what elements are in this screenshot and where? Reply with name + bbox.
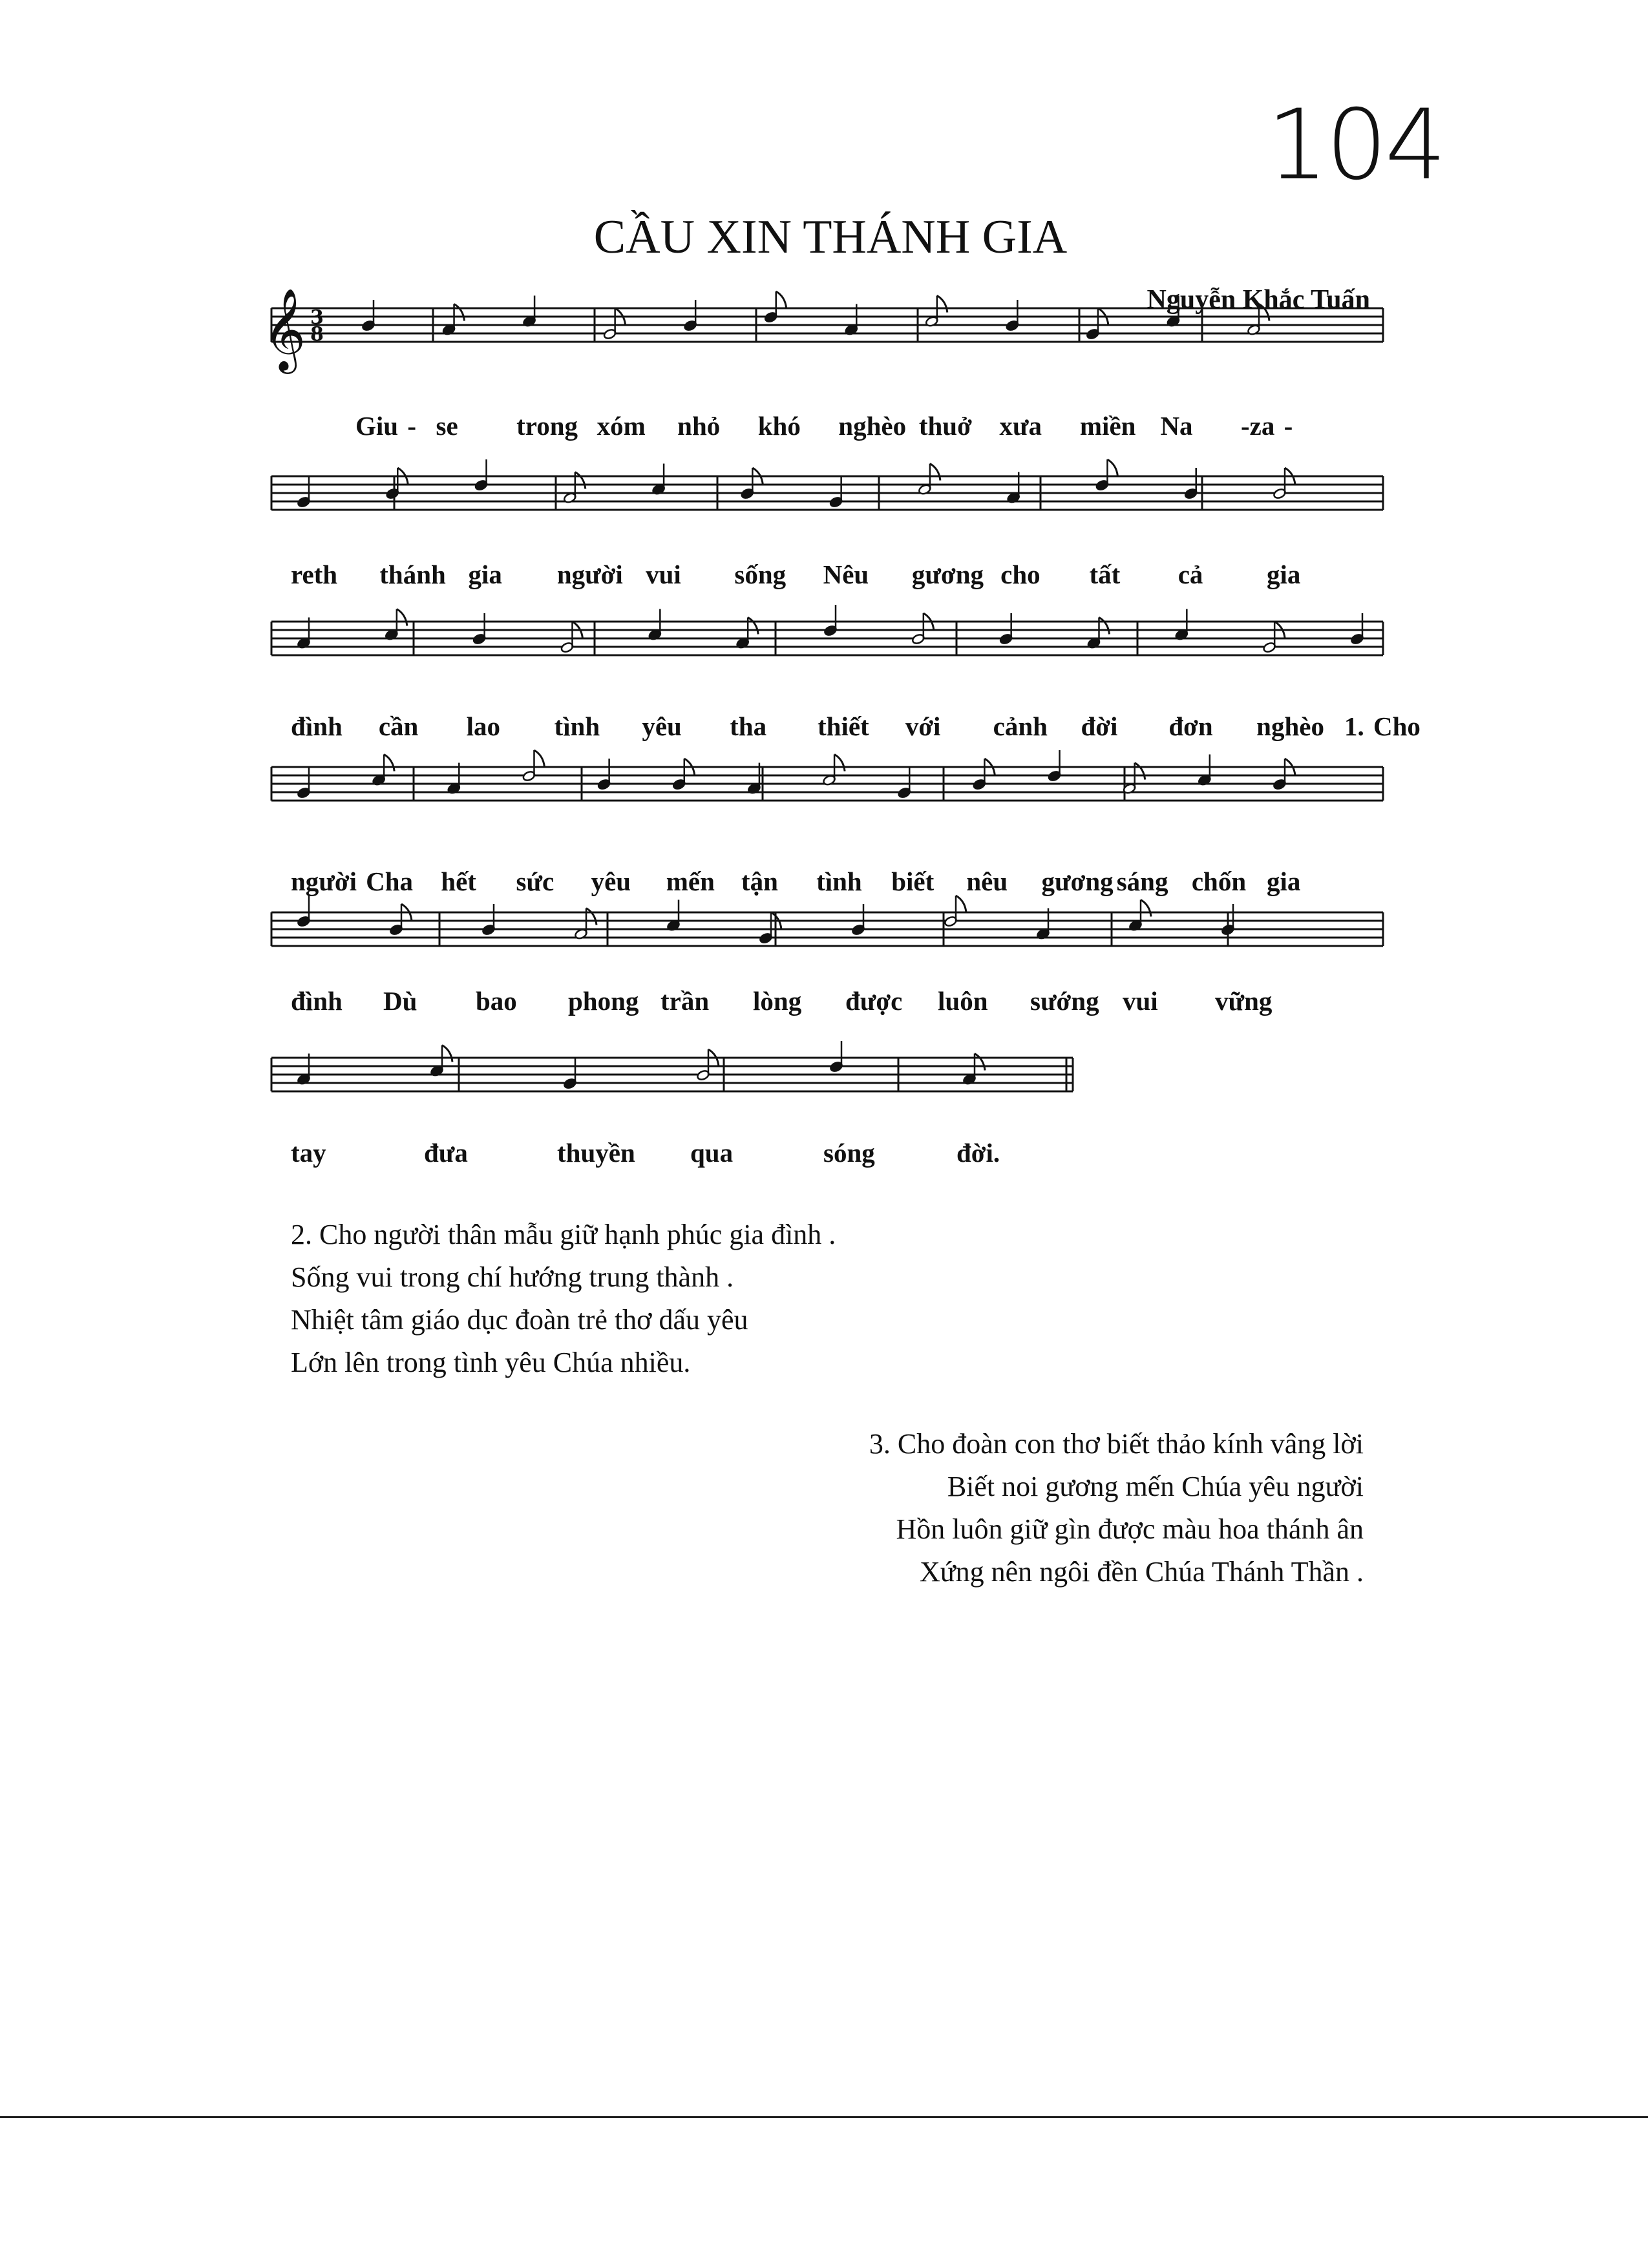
staff-system [264, 288, 1383, 370]
lyric-syllable: gia [1267, 866, 1301, 896]
verse-line: Xứng nên ngôi đền Chúa Thánh Thần . [919, 1556, 1364, 1588]
staff-svg [271, 468, 1383, 533]
bottom-rule [0, 2116, 1648, 2118]
note-flag [442, 1045, 452, 1062]
lyric-syllable: thuyền [557, 1138, 635, 1168]
lyric-syllable: phong [568, 986, 639, 1016]
lyric-syllable: sức [516, 866, 555, 896]
lyric-syllable: cần [378, 711, 419, 741]
lyric-syllable: trần [660, 986, 710, 1016]
lyric-syllable: đời [1081, 711, 1118, 741]
lyric-syllable: luôn [938, 986, 988, 1016]
note-flag [454, 304, 465, 321]
lyric-syllable: tất [1089, 560, 1121, 589]
lyric-syllable: xưa [999, 411, 1042, 441]
note-flag [1259, 304, 1269, 321]
lyric-syllable: chốn [1191, 866, 1247, 896]
lyric-syllable: 1. Cho [1344, 711, 1421, 741]
staff-system [271, 468, 1383, 533]
note-flag [1135, 763, 1145, 780]
lyric-syllable: tay [291, 1138, 326, 1168]
staff-svg [264, 288, 1383, 370]
verse-line: 3. Cho đoàn con thơ biết thảo kính vâng lời [869, 1428, 1364, 1460]
lyric-syllable: nhỏ [677, 411, 721, 441]
staff-system [271, 759, 1383, 824]
treble-clef-icon: 𝄞 [264, 288, 306, 370]
lyric-syllable: nêu [966, 866, 1008, 896]
lyric-syllable: xóm [597, 411, 646, 441]
lyric-syllable: khó [757, 411, 801, 441]
song-title: CẦU XIN THÁNH GIA [593, 211, 1068, 264]
lyric-syllable: -za - [1241, 411, 1293, 441]
lyric-syllable: vui [646, 560, 681, 589]
lyric-syllable: người [291, 866, 357, 896]
lyric-syllable: sướng [1030, 986, 1099, 1016]
lyric-syllable: gia [1267, 560, 1301, 589]
lyric-syllable: Dù [383, 986, 417, 1016]
verse-line: 2. Cho người thân mẫu giữ hạnh phúc gia đình . [291, 1219, 836, 1250]
lyric-syllable: tình [554, 711, 600, 741]
lyric-syllable: yêu [591, 866, 631, 896]
verse-line: Sống vui trong chí hướng trung thành . [291, 1261, 734, 1293]
lyric-syllable: reth [291, 560, 338, 589]
lyric-line [271, 711, 1421, 743]
staff-svg [271, 614, 1383, 678]
staff-system [271, 614, 1383, 678]
lyric-syllable: đưa [424, 1138, 468, 1168]
note-flag [776, 291, 787, 308]
lyric-syllable: người [556, 560, 623, 589]
lyric-syllable: được [845, 986, 903, 1016]
staff-svg [271, 905, 1383, 969]
lyric-syllable: thiết [818, 711, 869, 741]
lyric-syllable: Na [1160, 411, 1193, 441]
lyric-syllable: đình [291, 711, 343, 741]
verse-3 [869, 1423, 1364, 1593]
note-flag [748, 618, 758, 635]
lyric-syllable: vững [1215, 986, 1273, 1016]
lyric-line [271, 410, 1383, 443]
lyric-syllable: qua [690, 1138, 734, 1168]
lyric-syllable: thánh [379, 560, 446, 589]
note-flag [1107, 459, 1117, 476]
lyric-line [271, 1137, 1383, 1170]
lyric-syllable: Cha [366, 866, 414, 896]
lyric-syllable: trong [516, 411, 578, 441]
staff-svg [271, 1050, 1383, 1115]
lyric-syllable: đình [291, 986, 343, 1016]
lyric-syllable: se [436, 411, 458, 441]
lyric-syllable: lao [466, 711, 501, 741]
note-flag [930, 464, 940, 481]
verse-2 [291, 1213, 836, 1384]
lyric-syllable: đơn [1168, 711, 1213, 741]
verse-line: Lớn lên trong tình yêu Chúa nhiều. [291, 1347, 691, 1378]
lyric-syllable: sống [734, 560, 787, 589]
lyric-syllable: bao [476, 986, 517, 1016]
verse-line: Nhiệt tâm giáo dục đoàn trẻ thơ dấu yêu [291, 1304, 748, 1336]
lyric-syllable: tình [816, 866, 862, 896]
lyric-syllable: lòng [753, 986, 802, 1016]
lyric-syllable: cho [1000, 560, 1041, 589]
time-signature-top: 3 [310, 306, 324, 329]
note-flag [1099, 618, 1110, 635]
note-flag [534, 750, 544, 767]
lyric-syllable: yêu [642, 711, 682, 741]
lyric-line [271, 559, 1383, 591]
lyric-syllable: cảnh [993, 711, 1048, 741]
lyric-syllable: gương [1041, 866, 1114, 896]
lyric-syllable: Nêu [823, 560, 869, 589]
staff-svg [271, 759, 1383, 824]
lyric-line [271, 985, 1383, 1018]
lyric-syllable: cả [1178, 560, 1203, 589]
lyric-syllable: thuở [918, 411, 972, 441]
lyric-syllable: đời. [956, 1138, 1000, 1168]
verse-line: Biết noi gương mến Chúa yêu người [947, 1471, 1364, 1502]
lyric-syllable: vui [1123, 986, 1158, 1016]
time-signature-bottom: 8 [310, 323, 324, 346]
verse-line: Hồn luôn giữ gìn được màu hoa thánh ân [896, 1513, 1364, 1545]
lyric-syllable: nghèo [1256, 711, 1324, 741]
lyric-line [271, 866, 1383, 898]
lyric-syllable: hết [441, 866, 476, 896]
lyric-syllable: sóng [823, 1138, 875, 1168]
lyric-syllable: với [905, 711, 941, 741]
lyric-syllable: miền [1079, 411, 1136, 441]
note-flag [937, 296, 947, 313]
lyric-syllable: sáng [1116, 866, 1168, 896]
lyric-syllable: tha [730, 711, 767, 741]
lyric-syllable: gương [911, 560, 984, 589]
lyric-syllable: mến [666, 866, 715, 896]
note-flag [575, 472, 586, 489]
page-number: 104 [1267, 89, 1444, 202]
lyric-syllable: Giu - [355, 411, 416, 441]
note-flag [586, 908, 597, 925]
composer-name: Nguyễn Khắc Tuấn [1146, 285, 1370, 315]
staff-system [271, 905, 1383, 969]
lyric-syllable: gia [468, 560, 502, 589]
note-flag [975, 1054, 985, 1071]
lyric-syllable: tận [741, 866, 778, 896]
note-flag [397, 609, 407, 626]
lyric-syllable: biết [891, 866, 935, 896]
lyric-syllable: nghèo [838, 411, 907, 441]
staff-system [271, 1050, 1383, 1115]
note-flag [1141, 900, 1151, 917]
note-flag [384, 755, 394, 772]
note-flag [834, 755, 845, 772]
